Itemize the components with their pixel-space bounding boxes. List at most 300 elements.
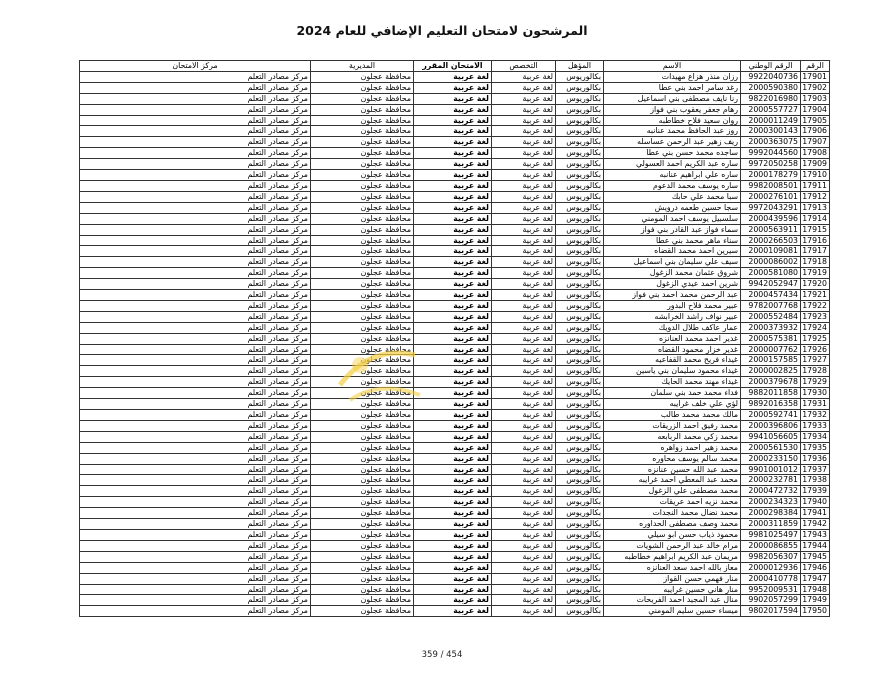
- specialization-cell: لغة عربية: [492, 159, 556, 170]
- directorate-cell: محافظة عجلون: [311, 268, 414, 279]
- name-cell: مرام خالد عبد الرحمن الشويات: [604, 540, 741, 551]
- exam-cell: لغة عربية: [414, 322, 492, 333]
- table-row: [80, 344, 830, 355]
- directorate-cell: محافظة عجلون: [311, 71, 414, 82]
- qualification-cell: بكالوريوس: [556, 366, 604, 377]
- table-row: [80, 257, 830, 268]
- qualification-cell: بكالوريوس: [556, 71, 604, 82]
- table-row: [80, 224, 830, 235]
- national-id-cell: 9972050258: [741, 159, 801, 170]
- center-cell: مركز مصادر التعلم: [80, 311, 311, 322]
- center-cell: مركز مصادر التعلم: [80, 595, 311, 606]
- num-cell: 17930: [801, 388, 830, 399]
- qualification-cell: بكالوريوس: [556, 333, 604, 344]
- exam-cell: لغة عربية: [414, 431, 492, 442]
- table-row: [80, 170, 830, 181]
- name-cell: لؤي علي خلف غرايبه: [604, 399, 741, 410]
- exam-cell: لغة عربية: [414, 410, 492, 421]
- national-id-cell: 9782007768: [741, 300, 801, 311]
- name-cell: محمد نزيه احمد عريقات: [604, 497, 741, 508]
- center-cell: مركز مصادر التعلم: [80, 508, 311, 519]
- table-row: [80, 388, 830, 399]
- center-cell: مركز مصادر التعلم: [80, 584, 311, 595]
- national-id-cell: 9882011858: [741, 388, 801, 399]
- table-row: [80, 595, 830, 606]
- name-cell: سيف علي سليمان بني اسماعيل: [604, 257, 741, 268]
- name-cell: محمد سالم يوسف محاوره: [604, 453, 741, 464]
- name-cell: مريمان عبد الكريم ابراهيم خطاطبه: [604, 551, 741, 562]
- table-row: [80, 191, 830, 202]
- header-specialization: التخصص: [492, 61, 556, 72]
- specialization-cell: لغة عربية: [492, 540, 556, 551]
- directorate-cell: محافظة عجلون: [311, 453, 414, 464]
- national-id-cell: 2000233150: [741, 453, 801, 464]
- specialization-cell: لغة عربية: [492, 115, 556, 126]
- num-cell: 17922: [801, 300, 830, 311]
- national-id-cell: 2000552484: [741, 311, 801, 322]
- exam-cell: لغة عربية: [414, 300, 492, 311]
- center-cell: مركز مصادر التعلم: [80, 279, 311, 290]
- specialization-cell: لغة عربية: [492, 148, 556, 159]
- table-row: [80, 322, 830, 333]
- table-row: [80, 300, 830, 311]
- national-id-cell: 2000002825: [741, 366, 801, 377]
- exam-cell: لغة عربية: [414, 519, 492, 530]
- specialization-cell: لغة عربية: [492, 344, 556, 355]
- table-row: [80, 159, 830, 170]
- table-row: [80, 104, 830, 115]
- table-row: [80, 279, 830, 290]
- center-cell: مركز مصادر التعلم: [80, 606, 311, 617]
- national-id-cell: 2000581080: [741, 268, 801, 279]
- center-cell: مركز مصادر التعلم: [80, 573, 311, 584]
- directorate-cell: محافظة عجلون: [311, 82, 414, 93]
- directorate-cell: محافظة عجلون: [311, 551, 414, 562]
- name-cell: معاز بالله احمد سعد العنانزه: [604, 562, 741, 573]
- specialization-cell: لغة عربية: [492, 71, 556, 82]
- name-cell: رزان منذر هزاع مهيدات: [604, 71, 741, 82]
- table-row: [80, 562, 830, 573]
- num-cell: 17950: [801, 606, 830, 617]
- national-id-cell: 9802017594: [741, 606, 801, 617]
- header-national-id: الرقم الوطني: [741, 61, 801, 72]
- header-num: الرقم: [801, 61, 830, 72]
- directorate-cell: محافظة عجلون: [311, 464, 414, 475]
- exam-cell: لغة عربية: [414, 268, 492, 279]
- table-row: [80, 519, 830, 530]
- name-cell: منال عبد المجيد احمد الفريحات: [604, 595, 741, 606]
- exam-cell: لغة عربية: [414, 486, 492, 497]
- table-row: [80, 399, 830, 410]
- center-cell: مركز مصادر التعلم: [80, 268, 311, 279]
- center-cell: مركز مصادر التعلم: [80, 170, 311, 181]
- specialization-cell: لغة عربية: [492, 93, 556, 104]
- qualification-cell: بكالوريوس: [556, 388, 604, 399]
- name-cell: غدير احمد محمد العنانزه: [604, 333, 741, 344]
- table-row: [80, 126, 830, 137]
- national-id-cell: 2000109081: [741, 246, 801, 257]
- specialization-cell: لغة عربية: [492, 322, 556, 333]
- name-cell: محمد زكي محمد الربابعه: [604, 431, 741, 442]
- table-row: [80, 148, 830, 159]
- name-cell: محمد زهير احمد زواهره: [604, 442, 741, 453]
- header-qualification: المؤهل: [556, 61, 604, 72]
- center-cell: مركز مصادر التعلم: [80, 159, 311, 170]
- specialization-cell: لغة عربية: [492, 573, 556, 584]
- qualification-cell: بكالوريوس: [556, 551, 604, 562]
- directorate-cell: محافظة عجلون: [311, 529, 414, 540]
- exam-cell: لغة عربية: [414, 235, 492, 246]
- qualification-cell: بكالوريوس: [556, 584, 604, 595]
- table-row: [80, 355, 830, 366]
- num-cell: 17941: [801, 508, 830, 519]
- center-cell: مركز مصادر التعلم: [80, 529, 311, 540]
- national-id-cell: 2000575381: [741, 333, 801, 344]
- directorate-cell: محافظة عجلون: [311, 562, 414, 573]
- candidates-table: [79, 60, 830, 617]
- national-id-cell: 2000012936: [741, 562, 801, 573]
- qualification-cell: بكالوريوس: [556, 202, 604, 213]
- directorate-cell: محافظة عجلون: [311, 410, 414, 421]
- name-cell: رهام جعفر يعقوب بني فواز: [604, 104, 741, 115]
- national-id-cell: 9982008501: [741, 180, 801, 191]
- name-cell: منار هاني حسين غرايبه: [604, 584, 741, 595]
- name-cell: سيرين احمد محمد القضاه: [604, 246, 741, 257]
- center-cell: مركز مصادر التعلم: [80, 224, 311, 235]
- national-id-cell: 2000592741: [741, 410, 801, 421]
- num-cell: 17924: [801, 322, 830, 333]
- specialization-cell: لغة عربية: [492, 442, 556, 453]
- directorate-cell: محافظة عجلون: [311, 344, 414, 355]
- exam-cell: لغة عربية: [414, 126, 492, 137]
- table-row: [80, 420, 830, 431]
- exam-cell: لغة عربية: [414, 159, 492, 170]
- num-cell: 17901: [801, 71, 830, 82]
- center-cell: مركز مصادر التعلم: [80, 235, 311, 246]
- specialization-cell: لغة عربية: [492, 268, 556, 279]
- name-cell: سماء فواز عبد القادر بني فواز: [604, 224, 741, 235]
- national-id-cell: 2000086855: [741, 540, 801, 551]
- directorate-cell: محافظة عجلون: [311, 235, 414, 246]
- table-row: [80, 235, 830, 246]
- directorate-cell: محافظة عجلون: [311, 595, 414, 606]
- center-cell: مركز مصادر التعلم: [80, 410, 311, 421]
- exam-cell: لغة عربية: [414, 453, 492, 464]
- national-id-cell: 2000311859: [741, 519, 801, 530]
- num-cell: 17920: [801, 279, 830, 290]
- specialization-cell: لغة عربية: [492, 595, 556, 606]
- specialization-cell: لغة عربية: [492, 377, 556, 388]
- num-cell: 17947: [801, 573, 830, 584]
- table-row: [80, 573, 830, 584]
- directorate-cell: محافظة عجلون: [311, 333, 414, 344]
- center-cell: مركز مصادر التعلم: [80, 93, 311, 104]
- qualification-cell: بكالوريوس: [556, 191, 604, 202]
- exam-cell: لغة عربية: [414, 606, 492, 617]
- national-id-cell: 2000086002: [741, 257, 801, 268]
- specialization-cell: لغة عربية: [492, 562, 556, 573]
- exam-cell: لغة عربية: [414, 93, 492, 104]
- directorate-cell: محافظة عجلون: [311, 388, 414, 399]
- exam-cell: لغة عربية: [414, 508, 492, 519]
- header-exam: الامتحان المقرر: [414, 61, 492, 72]
- specialization-cell: لغة عربية: [492, 399, 556, 410]
- center-cell: مركز مصادر التعلم: [80, 519, 311, 530]
- name-cell: رنا نايف مصطفى بني اسماعيل: [604, 93, 741, 104]
- center-cell: مركز مصادر التعلم: [80, 366, 311, 377]
- center-cell: مركز مصادر التعلم: [80, 148, 311, 159]
- national-id-cell: 2000457434: [741, 290, 801, 301]
- num-cell: 17943: [801, 529, 830, 540]
- num-cell: 17903: [801, 93, 830, 104]
- center-cell: مركز مصادر التعلم: [80, 126, 311, 137]
- exam-cell: لغة عربية: [414, 540, 492, 551]
- name-cell: محمد نضال محمد النجدات: [604, 508, 741, 519]
- exam-cell: لغة عربية: [414, 311, 492, 322]
- name-cell: روان سعيد فلاح خطاطبه: [604, 115, 741, 126]
- num-cell: 17905: [801, 115, 830, 126]
- directorate-cell: محافظة عجلون: [311, 115, 414, 126]
- exam-cell: لغة عربية: [414, 497, 492, 508]
- qualification-cell: بكالوريوس: [556, 344, 604, 355]
- directorate-cell: محافظة عجلون: [311, 213, 414, 224]
- qualification-cell: بكالوريوس: [556, 104, 604, 115]
- table-row: [80, 71, 830, 82]
- exam-cell: لغة عربية: [414, 170, 492, 181]
- name-cell: محمد رفيق احمد الزريقات: [604, 420, 741, 431]
- exam-cell: لغة عربية: [414, 475, 492, 486]
- center-cell: مركز مصادر التعلم: [80, 322, 311, 333]
- num-cell: 17936: [801, 453, 830, 464]
- num-cell: 17923: [801, 311, 830, 322]
- directorate-cell: محافظة عجلون: [311, 246, 414, 257]
- qualification-cell: بكالوريوس: [556, 573, 604, 584]
- name-cell: محمد وصف مصطفى الحداوره: [604, 519, 741, 530]
- table-row: [80, 508, 830, 519]
- national-id-cell: 2000234323: [741, 497, 801, 508]
- specialization-cell: لغة عربية: [492, 388, 556, 399]
- directorate-cell: محافظة عجلون: [311, 170, 414, 181]
- exam-cell: لغة عربية: [414, 213, 492, 224]
- qualification-cell: بكالوريوس: [556, 213, 604, 224]
- directorate-cell: محافظة عجلون: [311, 573, 414, 584]
- specialization-cell: لغة عربية: [492, 453, 556, 464]
- name-cell: روز عبد الحافظ محمد عنانبه: [604, 126, 741, 137]
- specialization-cell: لغة عربية: [492, 290, 556, 301]
- specialization-cell: لغة عربية: [492, 420, 556, 431]
- name-cell: منار فهمي حسن القواز: [604, 573, 741, 584]
- num-cell: 17949: [801, 595, 830, 606]
- directorate-cell: محافظة عجلون: [311, 442, 414, 453]
- name-cell: مالك محمد محمد طالب: [604, 410, 741, 421]
- directorate-cell: محافظة عجلون: [311, 93, 414, 104]
- name-cell: غيداء مهند محمد الحايك: [604, 377, 741, 388]
- national-id-cell: 9922040736: [741, 71, 801, 82]
- name-cell: ساجده محمد حسن بني عطا: [604, 148, 741, 159]
- center-cell: مركز مصادر التعلم: [80, 355, 311, 366]
- table-row: [80, 333, 830, 344]
- national-id-cell: 2000232781: [741, 475, 801, 486]
- name-cell: سناء ماهر محمد بني عطا: [604, 235, 741, 246]
- qualification-cell: بكالوريوس: [556, 475, 604, 486]
- national-id-cell: 9901001012: [741, 464, 801, 475]
- specialization-cell: لغة عربية: [492, 584, 556, 595]
- exam-cell: لغة عربية: [414, 442, 492, 453]
- num-cell: 17938: [801, 475, 830, 486]
- directorate-cell: محافظة عجلون: [311, 290, 414, 301]
- specialization-cell: لغة عربية: [492, 137, 556, 148]
- qualification-cell: بكالوريوس: [556, 486, 604, 497]
- national-id-cell: 2000300143: [741, 126, 801, 137]
- num-cell: 17926: [801, 344, 830, 355]
- specialization-cell: لغة عربية: [492, 82, 556, 93]
- directorate-cell: محافظة عجلون: [311, 497, 414, 508]
- exam-cell: لغة عربية: [414, 224, 492, 235]
- center-cell: مركز مصادر التعلم: [80, 486, 311, 497]
- directorate-cell: محافظة عجلون: [311, 180, 414, 191]
- national-id-cell: 2000266503: [741, 235, 801, 246]
- specialization-cell: لغة عربية: [492, 410, 556, 421]
- national-id-cell: 2000472732: [741, 486, 801, 497]
- directorate-cell: محافظة عجلون: [311, 279, 414, 290]
- name-cell: غيداء فريح محمد القفاعيه: [604, 355, 741, 366]
- name-cell: غيداء محمود سليمان بني ياسين: [604, 366, 741, 377]
- specialization-cell: لغة عربية: [492, 366, 556, 377]
- header-directorate: المديرية: [311, 61, 414, 72]
- num-cell: 17911: [801, 180, 830, 191]
- national-id-cell: 9941056605: [741, 431, 801, 442]
- center-cell: مركز مصادر التعلم: [80, 333, 311, 344]
- national-id-cell: 2000298384: [741, 508, 801, 519]
- center-cell: مركز مصادر التعلم: [80, 453, 311, 464]
- national-id-cell: 2000007762: [741, 344, 801, 355]
- center-cell: مركز مصادر التعلم: [80, 71, 311, 82]
- name-cell: فداء محمد حمد بني سلمان: [604, 388, 741, 399]
- qualification-cell: بكالوريوس: [556, 224, 604, 235]
- center-cell: مركز مصادر التعلم: [80, 180, 311, 191]
- table-row: [80, 410, 830, 421]
- qualification-cell: بكالوريوس: [556, 268, 604, 279]
- exam-cell: لغة عربية: [414, 595, 492, 606]
- num-cell: 17932: [801, 410, 830, 421]
- table-row: [80, 115, 830, 126]
- table-row: [80, 442, 830, 453]
- directorate-cell: محافظة عجلون: [311, 606, 414, 617]
- directorate-cell: محافظة عجلون: [311, 540, 414, 551]
- qualification-cell: بكالوريوس: [556, 322, 604, 333]
- qualification-cell: بكالوريوس: [556, 377, 604, 388]
- exam-cell: لغة عربية: [414, 355, 492, 366]
- directorate-cell: محافظة عجلون: [311, 420, 414, 431]
- num-cell: 17939: [801, 486, 830, 497]
- name-cell: سلسبيل يوسف احمد المومني: [604, 213, 741, 224]
- qualification-cell: بكالوريوس: [556, 420, 604, 431]
- specialization-cell: لغة عربية: [492, 126, 556, 137]
- specialization-cell: لغة عربية: [492, 213, 556, 224]
- qualification-cell: بكالوريوس: [556, 115, 604, 126]
- qualification-cell: بكالوريوس: [556, 508, 604, 519]
- qualification-cell: بكالوريوس: [556, 562, 604, 573]
- table-row: [80, 551, 830, 562]
- num-cell: 17910: [801, 170, 830, 181]
- directorate-cell: محافظة عجلون: [311, 300, 414, 311]
- qualification-cell: بكالوريوس: [556, 257, 604, 268]
- name-cell: محمد مصطفى علي الزغول: [604, 486, 741, 497]
- exam-cell: لغة عربية: [414, 464, 492, 475]
- specialization-cell: لغة عربية: [492, 257, 556, 268]
- table-row: [80, 377, 830, 388]
- exam-cell: لغة عربية: [414, 562, 492, 573]
- specialization-cell: لغة عربية: [492, 551, 556, 562]
- num-cell: 17909: [801, 159, 830, 170]
- exam-cell: لغة عربية: [414, 333, 492, 344]
- specialization-cell: لغة عربية: [492, 486, 556, 497]
- national-id-cell: 9952009531: [741, 584, 801, 595]
- exam-cell: لغة عربية: [414, 246, 492, 257]
- specialization-cell: لغة عربية: [492, 508, 556, 519]
- center-cell: مركز مصادر التعلم: [80, 377, 311, 388]
- center-cell: مركز مصادر التعلم: [80, 257, 311, 268]
- exam-cell: لغة عربية: [414, 344, 492, 355]
- table-row: [80, 464, 830, 475]
- center-cell: مركز مصادر التعلم: [80, 137, 311, 148]
- name-cell: شرين احمد عيدي الزغول: [604, 279, 741, 290]
- exam-cell: لغة عربية: [414, 573, 492, 584]
- table-row: [80, 213, 830, 224]
- exam-cell: لغة عربية: [414, 279, 492, 290]
- qualification-cell: بكالوريوس: [556, 235, 604, 246]
- table-row: [80, 529, 830, 540]
- page-indicator: 359 / 454: [421, 650, 463, 660]
- num-cell: 17945: [801, 551, 830, 562]
- name-cell: رغد سامر احمد بني عطا: [604, 82, 741, 93]
- national-id-cell: 2000561530: [741, 442, 801, 453]
- table-row: [80, 497, 830, 508]
- qualification-cell: بكالوريوس: [556, 148, 604, 159]
- directorate-cell: محافظة عجلون: [311, 104, 414, 115]
- center-cell: مركز مصادر التعلم: [80, 246, 311, 257]
- specialization-cell: لغة عربية: [492, 202, 556, 213]
- specialization-cell: لغة عربية: [492, 355, 556, 366]
- center-cell: مركز مصادر التعلم: [80, 202, 311, 213]
- name-cell: سجا حسين طعمه درويش: [604, 202, 741, 213]
- table-row: [80, 202, 830, 213]
- national-id-cell: 9982056307: [741, 551, 801, 562]
- table-row: [80, 311, 830, 322]
- name-cell: غدير خزار محمود القضاه: [604, 344, 741, 355]
- num-cell: 17925: [801, 333, 830, 344]
- num-cell: 17921: [801, 290, 830, 301]
- directorate-cell: محافظة عجلون: [311, 137, 414, 148]
- exam-cell: لغة عربية: [414, 399, 492, 410]
- specialization-cell: لغة عربية: [492, 104, 556, 115]
- num-cell: 17913: [801, 202, 830, 213]
- table-row: [80, 431, 830, 442]
- num-cell: 17917: [801, 246, 830, 257]
- num-cell: 17934: [801, 431, 830, 442]
- directorate-cell: محافظة عجلون: [311, 191, 414, 202]
- center-cell: مركز مصادر التعلم: [80, 300, 311, 311]
- name-cell: ساره يوسف محمد الدعوم: [604, 180, 741, 191]
- header-name: الاسم: [604, 61, 741, 72]
- national-id-cell: 2000373932: [741, 322, 801, 333]
- specialization-cell: لغة عربية: [492, 464, 556, 475]
- exam-cell: لغة عربية: [414, 191, 492, 202]
- center-cell: مركز مصادر التعلم: [80, 464, 311, 475]
- name-cell: ريف زهير عبد الرحمن عساسله: [604, 137, 741, 148]
- num-cell: 17916: [801, 235, 830, 246]
- qualification-cell: بكالوريوس: [556, 529, 604, 540]
